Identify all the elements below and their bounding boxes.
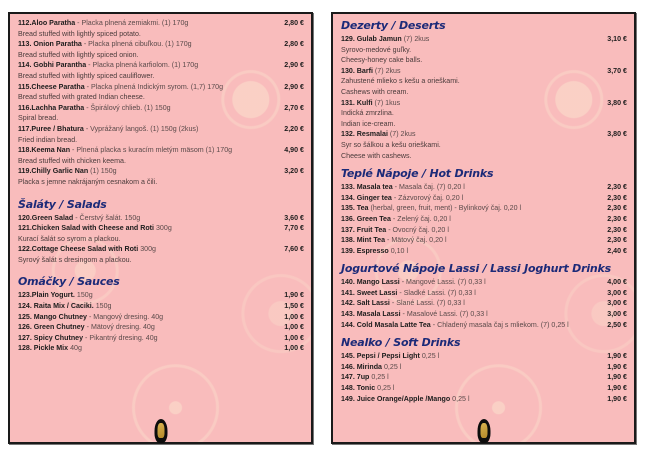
menu-item-description: - Placka plnená zemiakmi. (1) 170g — [75, 19, 189, 27]
menu-item-text — [18, 103, 171, 114]
menu-item-price: 1,90 € — [607, 352, 627, 361]
menu-item-text — [18, 312, 163, 323]
menu-item-price: 2,30 € — [607, 193, 627, 202]
menu-item-description: 0,25 l — [450, 394, 470, 403]
menu-item-price: 1,90 € — [607, 394, 627, 403]
menu-item-price: 2,80 € — [284, 19, 304, 27]
menu-item — [341, 66, 627, 77]
menu-page-left — [8, 12, 313, 444]
menu-item-text — [341, 34, 429, 45]
menu-item-description: - Masalové Lassi. (7) 0,33 l — [400, 310, 488, 319]
menu-item — [18, 18, 304, 29]
section-heading: Omáčky / Sauces — [18, 275, 120, 289]
menu-item-name: 131. Kulfi — [341, 98, 373, 107]
menu-item — [18, 103, 304, 114]
menu-item-name: 144. Cold Masala Latte Tea — [341, 320, 431, 329]
menu-item-text — [341, 225, 449, 236]
menu-item-text — [341, 203, 521, 214]
menu-item-price: 1,50 € — [284, 302, 304, 311]
menu-item-subtitle: Indická zmrzlina. — [341, 109, 394, 118]
menu-item-text — [18, 333, 158, 344]
menu-item-price: 2,90 € — [284, 61, 304, 70]
menu-item-price: 2,80 € — [284, 40, 304, 49]
menu-item-price: 1,90 € — [284, 291, 304, 300]
menu-item-name: 127. Spicy Chutney — [18, 333, 84, 342]
menu-item — [341, 235, 627, 246]
menu-item — [341, 298, 627, 309]
menu-item-description: (1) 150g — [88, 167, 117, 176]
menu-item-name: 120.Green Salad — [18, 213, 74, 222]
menu-item-description: 150g — [74, 291, 93, 300]
menu-item-price: 3,80 € — [607, 130, 627, 139]
menu-item-price: 7,70 € — [284, 224, 304, 233]
menu-item — [341, 383, 627, 394]
menu-item-subtitle: Zahustené mlieko s kešu a orieškami. — [341, 77, 460, 86]
menu-item-price: 2,70 € — [284, 103, 304, 112]
menu-item-description: 0,25 l — [419, 352, 440, 361]
section-heading: Dezerty / Deserts — [341, 19, 446, 32]
menu-item-price: 1,00 € — [284, 312, 304, 321]
menu-item-price: 4,90 € — [284, 146, 304, 155]
menu-item-name: 113. Onion Paratha — [18, 40, 82, 49]
section-heading: Teplé Nápoje / Hot Drinks — [341, 167, 494, 181]
menu-item — [341, 34, 627, 45]
menu-item-description: - Slané Lassi. (7) 0,33 l — [389, 299, 465, 308]
menu-item-text — [341, 351, 439, 362]
menu-item-price: 1,90 € — [607, 384, 627, 393]
menu-item-text — [18, 213, 140, 224]
menu-item-description: - Masala čaj. (7) 0,20 l — [392, 183, 465, 192]
menu-item-description: 150g — [93, 302, 112, 311]
menu-item-text — [18, 290, 93, 301]
menu-item — [341, 362, 627, 373]
menu-item-name: 143. Masala Lassi — [341, 310, 401, 319]
section-heading: Šaláty / Salads — [18, 197, 107, 211]
menu-item-price: 3,00 € — [607, 299, 627, 308]
menu-item-description: 0,25 l — [369, 373, 389, 382]
menu-item-text — [18, 301, 111, 312]
menu-item-description: - Čerstvý šalát. 150g — [73, 213, 141, 222]
menu-item-text — [341, 362, 401, 373]
menu-item-description: 0,10 l — [388, 246, 409, 255]
menu-item-subtitle: Fried indian bread. — [18, 135, 78, 144]
menu-item-text — [341, 298, 465, 309]
menu-item-name: 124. Raita Mix / Caciki. — [18, 302, 94, 311]
menu-item — [341, 309, 627, 320]
menu-item-description: - Mätový dresing. 40g — [84, 323, 155, 332]
menu-item-price: 2,30 € — [607, 214, 627, 223]
menu-item-name: 115.Cheese Paratha — [18, 82, 85, 91]
menu-item-subtitle: Spiral bread. — [18, 114, 59, 123]
menu-item-name: 147. 7up — [341, 373, 370, 382]
menu-item-text — [18, 322, 155, 333]
menu-item-price: 3,00 € — [607, 288, 627, 297]
menu-item-price: 1,90 € — [607, 362, 627, 371]
menu-item-price: 2,90 € — [284, 82, 304, 91]
menu-item-price: 2,40 € — [607, 246, 627, 255]
menu-item — [341, 225, 627, 236]
menu-item-name: 145. Pepsi / Pepsi Light — [341, 352, 420, 361]
menu-item-name: 129. Gulab Jamun — [341, 35, 402, 43]
menu-item-subtitle: Bread stuffed with chicken keema. — [18, 156, 126, 165]
menu-content-left — [18, 18, 304, 354]
menu-item — [18, 333, 304, 344]
menu-item-description: - Zázvorový čaj. 0,20 l — [391, 193, 464, 202]
menu-item-description: (7) 2kus — [387, 130, 416, 139]
menu-item-description: 0,25 l — [382, 362, 402, 371]
menu-item — [18, 39, 304, 50]
menu-item-name: 146. Mirinda — [341, 362, 383, 371]
menu-item — [18, 244, 304, 255]
menu-item-name: 142. Salt Lassi — [341, 299, 390, 308]
menu-item-description: - Ovocný čaj. 0,20 l — [386, 225, 449, 234]
menu-item — [18, 166, 304, 177]
menu-item-price: 1,00 € — [284, 344, 304, 353]
menu-item-name: 136. Green Tea — [341, 214, 391, 223]
menu-item — [341, 277, 627, 288]
menu-item-text — [341, 214, 451, 225]
menu-item-subtitle: Bread stuffed with grated Indian cheese. — [18, 93, 145, 102]
menu-item-description: - Mangové Lassi. (7) 0,33 l — [399, 278, 486, 287]
menu-item-price: 3,10 € — [607, 35, 627, 43]
menu-item-text — [341, 129, 416, 140]
menu-item — [341, 203, 627, 214]
menu-item-subtitle: Bread stuffed with lightly spiced onion. — [18, 50, 139, 59]
menu-item-description: - Pikantný dresing. 40g — [83, 333, 158, 342]
menu-item-price: 1,90 € — [607, 373, 627, 382]
menu-item — [18, 290, 304, 301]
menu-item — [341, 214, 627, 225]
menu-item — [18, 145, 304, 156]
menu-item-name: 123.Plain Yogurt. — [18, 291, 75, 300]
menu-item-name: 140. Mango Lassi — [341, 278, 400, 287]
menu-item — [341, 129, 627, 140]
section-heading: Nealko / Soft Drinks — [341, 336, 461, 350]
menu-item-description: (7) 2kus — [372, 66, 401, 75]
menu-item-description: - Placka plnená Indickým syrom. (1,7) 170g — [84, 82, 224, 91]
menu-item-subtitle: Cheese with cashews. — [341, 151, 412, 160]
menu-item-price: 3,70 € — [607, 66, 627, 75]
menu-item-text — [341, 193, 463, 204]
menu-item-description: - Chladený masala čaj s mliekom. (7) 0,25 l — [430, 320, 569, 329]
menu-item-subtitle: Cashews with cream. — [341, 87, 409, 96]
menu-item-text — [341, 235, 447, 246]
menu-item — [341, 193, 627, 204]
menu-item-text — [341, 309, 488, 320]
menu-item — [18, 223, 304, 234]
menu-content-right — [341, 18, 627, 404]
menu-item-subtitle: Kurací šalát so syrom a plackou. — [18, 234, 121, 243]
menu-item — [341, 394, 627, 405]
dancer-emblem-icon — [477, 419, 490, 443]
menu-item-text — [341, 394, 470, 405]
menu-item-description: 300g — [138, 245, 156, 254]
menu-item-price: 7,60 € — [284, 245, 304, 254]
menu-item — [18, 343, 304, 354]
menu-item-subtitle: Syrovo-medové guľky. — [341, 45, 412, 54]
menu-item-name: 118.Keema Nan — [18, 146, 71, 155]
menu-item — [341, 288, 627, 299]
menu-item-description: - Špirálový chlieb. (1) 150g — [84, 103, 171, 112]
menu-item-text — [18, 39, 192, 50]
menu-item-description: 0,25 l — [375, 384, 395, 393]
menu-item-name: 132. Resmalai — [341, 130, 388, 139]
menu-item-name: 138. Mint Tea — [341, 236, 386, 245]
menu-item-price: 4,00 € — [607, 278, 627, 287]
menu-item-text — [18, 18, 188, 29]
menu-item-price: 3,00 € — [607, 310, 627, 319]
menu-item-name: 137. Fruit Tea — [341, 225, 387, 234]
menu-item-name: 148. Tonic — [341, 384, 376, 393]
menu-item-price: 2,20 € — [284, 124, 304, 133]
menu-item-text — [341, 66, 401, 77]
menu-page-right — [331, 12, 636, 444]
menu-item-description: - Mätový čaj. 0,20 l — [385, 236, 447, 245]
menu-item-description: - Plnená placka s kuracím mletým mäsom (1) 170g — [70, 146, 233, 155]
menu-item-description: (7) 1kus — [372, 98, 401, 107]
menu-item-price: 2,30 € — [607, 204, 627, 213]
menu-item-subtitle: Bread stuffed with lightly spiced potato. — [18, 29, 141, 38]
menu-item-text — [18, 223, 172, 234]
menu-item-price: 2,30 € — [607, 236, 627, 245]
menu-item-subtitle: Bread stuffed with lightly spiced cauliflower. — [18, 71, 155, 80]
menu-item-name: 121.Chicken Salad with Cheese and Roti — [18, 224, 155, 233]
menu-item-subtitle: Cheesy-honey cake balls. — [341, 56, 423, 65]
menu-item-name: 135. Tea — [341, 204, 369, 213]
menu-item — [341, 98, 627, 109]
menu-item — [18, 322, 304, 333]
menu-item-name: 122.Cottage Cheese Salad with Roti — [18, 245, 139, 254]
menu-item-description: 300g — [154, 224, 172, 233]
menu-item — [341, 320, 627, 331]
menu-item-name: 128. Pickle Mix — [18, 344, 69, 353]
menu-item-subtitle: Syrový šalát s dresingom a plackou. — [18, 255, 132, 264]
menu-item-description: - Placka plnená karfiolom. (1) 170g — [86, 61, 199, 70]
menu-item — [18, 82, 304, 93]
menu-item-text — [341, 182, 465, 193]
menu-item — [18, 213, 304, 224]
menu-item-text — [341, 246, 408, 257]
menu-item-name: 116.Lachha Paratha — [18, 103, 85, 112]
menu-item-price: 1,00 € — [284, 333, 304, 342]
menu-item-description: 40g — [68, 344, 82, 353]
menu-item-name: 141. Sweet Lassi — [341, 288, 398, 297]
menu-item-name: 125. Mango Chutney — [18, 312, 87, 321]
menu-item-subtitle: Syr so šálkou a kešu orieškami. — [341, 140, 441, 149]
menu-item-description: - Mangový dresing. 40g — [86, 312, 164, 321]
menu-item-name: 130. Barfi — [341, 66, 373, 75]
menu-item-text — [341, 320, 569, 331]
menu-item-text — [18, 82, 223, 93]
menu-item-description: (7) 2kus — [401, 35, 430, 43]
menu-item — [341, 246, 627, 257]
menu-item-price: 3,80 € — [607, 98, 627, 107]
menu-item-description: - Placka plnená cibuľkou. (1) 170g — [81, 40, 192, 49]
menu-item-subtitle: Placka s jemne nakrájaným cesnakom a čili. — [18, 177, 158, 186]
menu-item-text — [341, 372, 389, 383]
menu-item — [341, 351, 627, 362]
menu-item-price: 2,30 € — [607, 225, 627, 234]
menu-item — [341, 182, 627, 193]
menu-item-text — [341, 277, 486, 288]
menu-item-name: 149. Juice Orange/Apple /Mango — [341, 394, 451, 403]
menu-item-name: 117.Puree / Bhatura — [18, 124, 84, 133]
menu-item-description: - Sladké Lassi. (7) 0,33 l — [397, 288, 476, 297]
menu-item-text — [18, 60, 198, 71]
menu-item-name: 133. Masala tea — [341, 183, 393, 192]
section-heading: Jogurtové Nápoje Lassi / Lassi Joghurt Drinks — [341, 262, 611, 276]
menu-item-text — [18, 166, 117, 177]
menu-item-subtitle: Indian ice-cream. — [341, 119, 396, 128]
menu-item-description: - Zelený čaj. 0,20 l — [390, 214, 451, 223]
menu-item-text — [341, 383, 395, 394]
menu-item — [18, 124, 304, 135]
menu-item-description: - Vyprážaný langoš. (1) 150g (2kus) — [83, 124, 199, 133]
menu-item-description: (herbal, green, fruit, ment) - Bylinkový čaj. 0,20 l — [368, 204, 522, 213]
menu-item-text — [18, 343, 82, 354]
menu-item-price: 2,50 € — [607, 320, 627, 329]
menu-item-price: 3,20 € — [284, 167, 304, 176]
menu-item-text — [18, 124, 198, 135]
menu-item-text — [341, 288, 476, 299]
menu-item-name: 119.Chilly Garlic Nan — [18, 167, 89, 176]
menu-item-name: 126. Green Chutney — [18, 323, 85, 332]
menu-item — [18, 60, 304, 71]
menu-item-text — [18, 145, 232, 156]
menu-item-price: 3,60 € — [284, 213, 304, 222]
menu-item — [18, 312, 304, 323]
menu-item-price: 2,30 € — [607, 183, 627, 192]
menu-item-name: 134. Ginger tea — [341, 193, 392, 202]
menu-item-text — [18, 244, 156, 255]
menu-item-name: 112.Aloo Paratha — [18, 19, 76, 27]
menu-item-price: 1,00 € — [284, 323, 304, 332]
menu-item-name: 114. Gobhi Parantha — [18, 61, 87, 70]
menu-item — [18, 301, 304, 312]
menu-item-name: 139. Espresso — [341, 246, 389, 255]
menu-item — [341, 372, 627, 383]
menu-item-text — [341, 98, 400, 109]
dancer-emblem-icon — [154, 419, 167, 443]
